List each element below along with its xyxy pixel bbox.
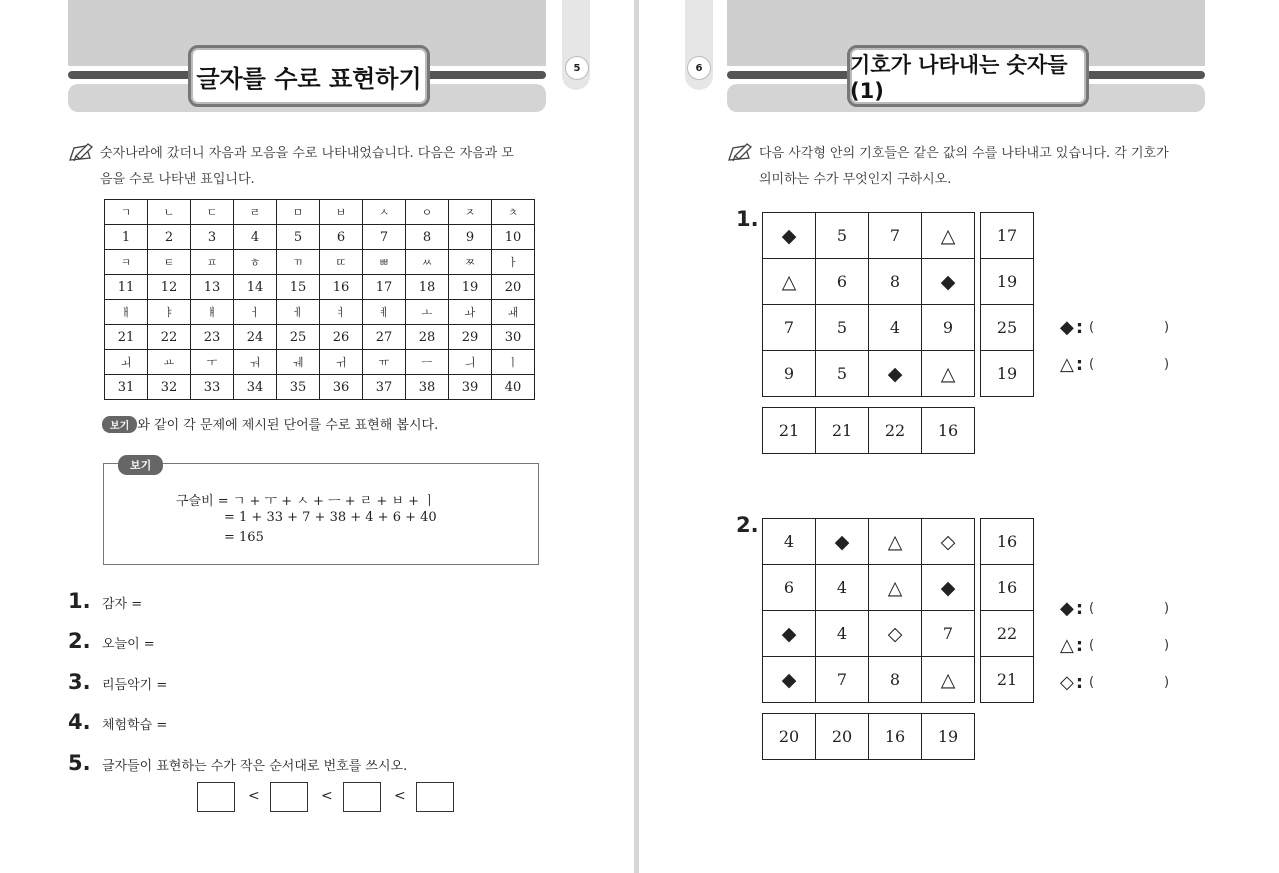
paren-close: ) [1163,320,1170,335]
page-title: 글자를 수로 표현하기 [188,45,430,107]
column-sum-cell: 20 [816,714,869,760]
jamo-cell: ㅏ [492,250,535,275]
legend-symbol: ◇ [1060,672,1074,693]
number-row [105,325,535,350]
row-sum-cell: 19 [981,351,1034,397]
problem-1-row-sums [980,212,1034,397]
number-cell: 13 [191,275,234,300]
column-sum-row [763,408,975,454]
number-cell: 3 [191,225,234,250]
less-than-sign: < [248,788,260,804]
number-cell: 14 [234,275,277,300]
jamo-cell: ㄸ [320,250,363,275]
jamo-row [105,200,535,225]
jamo-cell: ㅘ [449,300,492,325]
row-sum-row [981,305,1034,351]
number-cell: 11 [105,275,148,300]
symbol-cell: ◆ [763,611,816,657]
less-than-sign: < [394,788,406,804]
grid-row [763,611,975,657]
jamo-cell: ㅖ [363,300,406,325]
column-sum-cell: 16 [869,714,922,760]
jamo-cell: ㅃ [363,250,406,275]
question-number: 2. [68,629,91,653]
jamo-cell: ㅍ [191,250,234,275]
grid-row [763,259,975,305]
number-cell: 39 [449,375,492,400]
number-cell: 28 [406,325,449,350]
jamo-cell: ㄱ [105,200,148,225]
legend-symbol: △ [1060,635,1074,656]
legend-colon: : [1075,635,1084,656]
row-sum-cell: 19 [981,259,1034,305]
grid-row [763,519,975,565]
jamo-cell: ㅝ [234,350,277,375]
jamo-cell: ㅒ [191,300,234,325]
number-cell: 25 [277,325,320,350]
number-cell: 5 [277,225,320,250]
row-sum-cell: 25 [981,305,1034,351]
number-cell: 8 [869,657,922,703]
jamo-cell: ㅜ [191,350,234,375]
symbol-cell: △ [869,519,922,565]
question-text: 감자 = [102,597,143,612]
legend-symbol: △ [1060,354,1074,375]
symbol-cell: ◆ [922,259,975,305]
paren-close: ) [1163,638,1170,653]
row-sum-row [981,565,1034,611]
number-cell: 4 [763,519,816,565]
symbol-cell: △ [869,565,922,611]
row-sum-cell: 16 [981,565,1034,611]
number-cell: 4 [869,305,922,351]
question-2 [68,629,155,653]
order-answer-box[interactable] [270,782,308,812]
number-cell: 15 [277,275,320,300]
problem-1-number: 1. [736,207,759,231]
number-cell: 7 [363,225,406,250]
jamo-cell: ㄷ [191,200,234,225]
question-3 [68,670,167,694]
legend-symbol: ◆ [1060,317,1074,338]
example-tag: 보기 [118,455,163,475]
jamo-cell: ㅇ [406,200,449,225]
problem-1-column-sums [762,407,975,454]
paren-open: ( [1089,638,1095,653]
number-cell: 7 [763,305,816,351]
row-sum-row [981,351,1034,397]
row-sum-cell: 17 [981,213,1034,259]
jamo-cell: ㅠ [363,350,406,375]
legend-colon: : [1075,354,1084,375]
number-row [105,225,535,250]
symbol-cell: △ [922,213,975,259]
column-sum-cell: 22 [869,408,922,454]
number-cell: 4 [816,565,869,611]
number-cell: 5 [816,305,869,351]
question-text: 체험학습 = [102,718,168,733]
number-cell: 8 [406,225,449,250]
number-cell: 12 [148,275,191,300]
number-cell: 21 [105,325,148,350]
legend-item [1060,317,1169,338]
grid-row [763,657,975,703]
legend-item [1060,672,1169,693]
paren-open: ( [1089,357,1095,372]
number-cell: 20 [492,275,535,300]
jamo-cell: ㅗ [406,300,449,325]
right-page [639,0,1279,873]
intro-text [100,141,514,193]
column-sum-cell: 19 [922,714,975,760]
jamo-cell: ㅋ [105,250,148,275]
problem-1-grid [762,212,975,397]
number-cell: 10 [492,225,535,250]
problem-2-row-sums [980,518,1034,703]
jamo-cell: ㅢ [449,350,492,375]
row-sum-row [981,657,1034,703]
number-cell: 8 [869,259,922,305]
number-row [105,375,535,400]
jamo-cell: ㅞ [277,350,320,375]
symbol-cell: △ [922,351,975,397]
jamo-cell: ㅟ [320,350,363,375]
legend-colon: : [1075,672,1084,693]
question-text: 리듬악기 = [102,678,168,693]
row-sum-cell: 16 [981,519,1034,565]
bogi-instruction [102,414,438,433]
jamo-cell: ㅛ [148,350,191,375]
jamo-cell: ㅆ [406,250,449,275]
number-cell: 6 [763,565,816,611]
question-5 [68,751,407,775]
page-number: 6 [687,56,711,80]
symbol-cell: ◆ [869,351,922,397]
number-cell: 1 [105,225,148,250]
symbol-cell: △ [763,259,816,305]
number-cell: 4 [234,225,277,250]
question-text: 글자들이 표현하는 수가 작은 순서대로 번호를 쓰시오. [102,759,408,774]
grid-row [763,305,975,351]
symbol-cell: ◆ [763,213,816,259]
legend-answer-blank[interactable] [1089,601,1169,616]
number-cell: 34 [234,375,277,400]
less-than-sign: < [321,788,333,804]
paren-close: ) [1163,675,1170,690]
order-answer-box[interactable] [197,782,235,812]
symbol-cell: ◇ [869,611,922,657]
column-sum-cell: 20 [763,714,816,760]
example-line: = 165 [224,530,264,545]
jamo-cell: ㄹ [234,200,277,225]
grid-row [763,351,975,397]
legend-answer-blank[interactable] [1089,357,1169,372]
jamo-cell: ㅌ [148,250,191,275]
legend-answer-blank[interactable] [1089,638,1169,653]
row-sum-cell: 22 [981,611,1034,657]
question-4 [68,710,167,734]
paren-open: ( [1089,675,1095,690]
column-sum-row [763,714,975,760]
symbol-cell: ◆ [816,519,869,565]
paren-close: ) [1163,357,1170,372]
page-number: 5 [565,56,589,80]
number-cell: 9 [922,305,975,351]
intro-line: 의미하는 수가 무엇인지 구하시오. [759,172,952,187]
legend-item [1060,354,1169,375]
order-answer-box[interactable] [343,782,381,812]
legend-colon: : [1075,598,1084,619]
question-number: 5. [68,751,91,775]
paren-open: ( [1089,320,1095,335]
question-number: 3. [68,670,91,694]
symbol-cell: ◆ [763,657,816,703]
jamo-cell: ㅂ [320,200,363,225]
jamo-cell: ㅊ [492,200,535,225]
row-sum-row [981,213,1034,259]
number-cell: 30 [492,325,535,350]
row-sum-cell: 21 [981,657,1034,703]
problem-2-number: 2. [736,513,759,537]
jamo-cell: ㅣ [492,350,535,375]
jamo-row [105,300,535,325]
jamo-cell: ㅎ [234,250,277,275]
number-cell: 7 [922,611,975,657]
column-sum-cell: 16 [922,408,975,454]
grid-row [763,565,975,611]
number-cell: 5 [816,351,869,397]
problem-2-column-sums [762,713,975,760]
number-cell: 37 [363,375,406,400]
number-row [105,275,535,300]
number-cell: 16 [320,275,363,300]
jamo-cell: ㅐ [105,300,148,325]
number-cell: 26 [320,325,363,350]
jamo-cell: ㅁ [277,200,320,225]
jamo-cell: ㅅ [363,200,406,225]
number-cell: 18 [406,275,449,300]
jamo-cell: ㄲ [277,250,320,275]
number-cell: 19 [449,275,492,300]
number-cell: 5 [816,213,869,259]
symbol-cell: ◇ [922,519,975,565]
number-cell: 31 [105,375,148,400]
jamo-cell: ㅉ [449,250,492,275]
row-sum-row [981,519,1034,565]
row-sum-row [981,611,1034,657]
question-number: 4. [68,710,91,734]
symbol-cell: ◆ [922,565,975,611]
example-line: 구슬비 = ㄱ + ㅜ + ㅅ + ㅡ + ㄹ + ㅂ + ㅣ [176,494,436,509]
number-cell: 4 [816,611,869,657]
column-sum-cell: 21 [816,408,869,454]
jamo-row [105,250,535,275]
jamo-cell: ㅓ [234,300,277,325]
legend-colon: : [1075,317,1084,338]
number-cell: 2 [148,225,191,250]
number-cell: 17 [363,275,406,300]
number-cell: 36 [320,375,363,400]
order-answer-box[interactable] [416,782,454,812]
pencil-note-icon [68,142,94,164]
jamo-code-table [104,199,535,400]
jamo-cell: ㅔ [277,300,320,325]
number-cell: 33 [191,375,234,400]
jamo-cell: ㅈ [449,200,492,225]
jamo-cell: ㅚ [105,350,148,375]
jamo-cell: ㅡ [406,350,449,375]
left-page [0,0,634,873]
number-cell: 7 [869,213,922,259]
number-cell: 35 [277,375,320,400]
number-cell: 32 [148,375,191,400]
number-cell: 6 [816,259,869,305]
number-cell: 24 [234,325,277,350]
intro-line: 음을 수로 나타낸 표입니다. [100,172,255,187]
number-cell: 23 [191,325,234,350]
column-sum-cell: 21 [763,408,816,454]
legend-item [1060,598,1169,619]
number-cell: 27 [363,325,406,350]
intro-line: 숫자나라에 갔더니 자음과 모음을 수로 나타내었습니다. 다음은 자음과 모 [100,146,514,161]
jamo-cell: ㅑ [148,300,191,325]
paren-close: ) [1163,601,1170,616]
problem-2-grid [762,518,975,703]
legend-answer-blank[interactable] [1089,320,1169,335]
jamo-cell: ㄴ [148,200,191,225]
intro-line: 다음 사각형 안의 기호들은 같은 값의 수를 나타내고 있습니다. 각 기호가 [759,146,1169,161]
jamo-row [105,350,535,375]
symbol-cell: △ [922,657,975,703]
legend-item [1060,635,1169,656]
question-number: 1. [68,589,91,613]
bogi-badge: 보기 [102,416,137,433]
number-cell: 22 [148,325,191,350]
number-cell: 38 [406,375,449,400]
grid-row [763,213,975,259]
number-cell: 9 [763,351,816,397]
jamo-cell: ㅙ [492,300,535,325]
page-title: 기호가 나타내는 숫자들 (1) [847,45,1089,107]
number-cell: 29 [449,325,492,350]
number-cell: 7 [816,657,869,703]
pencil-note-icon [727,142,753,164]
legend-answer-blank[interactable] [1089,675,1169,690]
paren-open: ( [1089,601,1095,616]
question-text: 오늘이 = [102,637,155,652]
number-cell: 9 [449,225,492,250]
number-cell: 6 [320,225,363,250]
question-1 [68,589,142,613]
intro-text [759,141,1169,193]
jamo-cell: ㅕ [320,300,363,325]
row-sum-row [981,259,1034,305]
legend-symbol: ◆ [1060,598,1074,619]
number-cell: 40 [492,375,535,400]
bogi-instruction-text: 와 같이 각 문제에 제시된 단어를 수로 표현해 봅시다. [137,418,439,433]
example-line: = 1 + 33 + 7 + 38 + 4 + 6 + 40 [224,510,437,525]
